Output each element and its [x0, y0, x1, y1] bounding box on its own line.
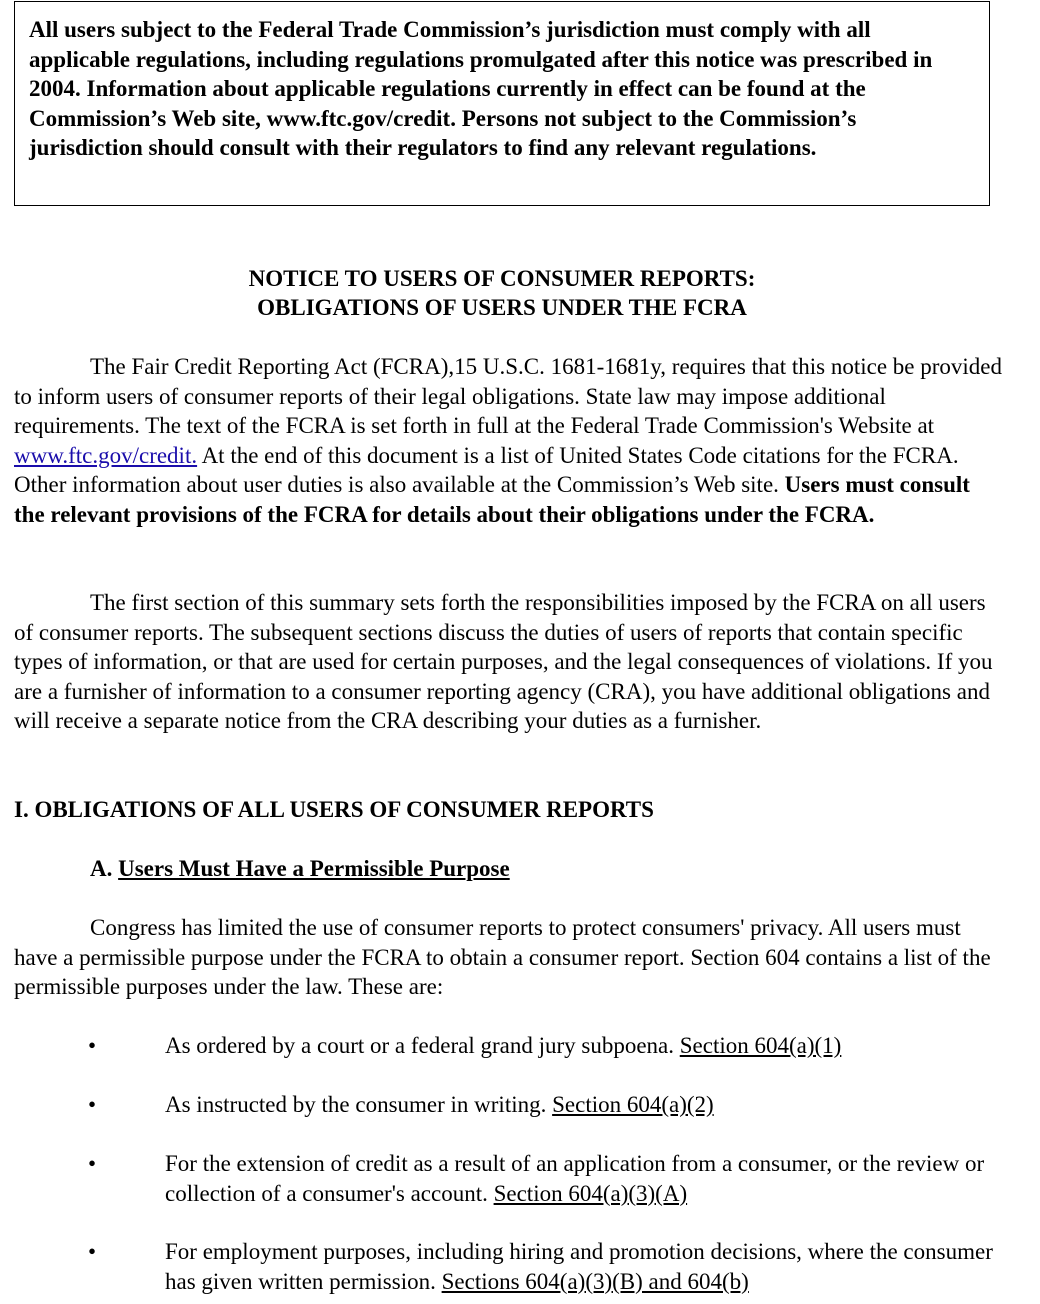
list-item-text: As ordered by a court or a federal grand jury subpoena. [165, 1033, 680, 1058]
permissible-purpose-text: Congress has limited the use of consumer reports to protect consumers' privacy. All users must have a permissible purpose under the FCRA to obtain a consumer report. Section 604 contains a list of the permissible purposes under the law. These are: [14, 915, 991, 999]
list-item-text: As instructed by the consumer in writing. [165, 1092, 553, 1117]
bullet-symbol: • [88, 1151, 97, 1176]
list-item [165, 1149, 995, 1208]
section-a-letter: A [90, 856, 107, 881]
summary-paragraph [14, 588, 1004, 736]
bullet-symbol: • [88, 1033, 97, 1058]
summary-text: The first section of this summary sets forth the responsibilities imposed by the FCRA on all users of consumer reports. The subsequent sections discuss the duties of users of reports that contain specific types of information, or that are used for certain purposes, and the legal consequences of violations. If you are a furnisher of information to a consumer reporting agency (CRA), you have additional obligations and will receive a separate notice from the CRA describing your duties as a furnisher. [14, 590, 993, 733]
ftc-credit-link[interactable]: www.ftc.gov/credit. [14, 442, 198, 468]
intro-bold-text: Users must consult the relevant provisions of the FCRA for details about their obligations under the FCRA. [14, 472, 970, 527]
list-item [165, 1237, 995, 1296]
list-item [165, 1090, 995, 1120]
section-i-title: I. OBLIGATIONS OF ALL USERS OF CONSUMER REPORTS [14, 797, 654, 822]
section-a-title: Users Must Have a Permissible Purpose [118, 856, 510, 881]
list-item-text: For the extension of credit as a result of an application from a consumer, or the review or collection of a consumer's account. [165, 1151, 985, 1206]
list-item-citation: Section 604(a)(3)(A) [493, 1180, 688, 1206]
document-title-line-1: NOTICE TO USERS OF CONSUMER REPORTS: [248, 266, 756, 291]
list-item-citation: Section 604(a)(2) [552, 1092, 714, 1117]
section-a-heading: A. Users Must Have a Permissible Purpose [90, 856, 510, 881]
intro-paragraph [14, 352, 1004, 529]
intro-text-part-2: At the end of this document is a list of United States Code citations for the FCRA. Other information about user duties is also available at the Commission’s Web site. [14, 442, 959, 497]
permissible-purpose-paragraph [14, 913, 1004, 1002]
document-title-line-2: OBLIGATIONS OF USERS UNDER THE FCRA [257, 295, 747, 320]
list-item-citation: Sections 604(a)(3)(B) and 604(b) [441, 1268, 749, 1294]
list-item-text: For employment purposes, including hiring and promotion decisions, where the consumer has given written permission. [165, 1239, 993, 1294]
bullet-symbol: • [88, 1092, 97, 1117]
notice-box [14, 1, 990, 206]
notice-box-text: All users subject to the Federal Trade Commission’s jurisdiction must comply with all applicable regulations, including regulations promulgated after this notice was prescribed in 2004. Information about applicable regulations currently in effect can be found at the Commission’s Web site, www.ftc.gov/credit. Persons not subject to the Commission’s jurisdiction should consult with their regulators to find any relevant regulations. [29, 17, 933, 160]
intro-text-part-1: The Fair Credit Reporting Act (FCRA),15 U.S.C. 1681-1681y, requires that this notice be provided to inform users of consumer reports of their legal obligations. State law may impose additional requirements. The text of the FCRA is set forth in full at the Federal Trade Commission's Website at [14, 354, 1002, 438]
bullet-symbol: • [88, 1239, 97, 1264]
list-item-citation: Section 604(a)(1) [679, 1033, 842, 1058]
list-item [165, 1031, 995, 1061]
